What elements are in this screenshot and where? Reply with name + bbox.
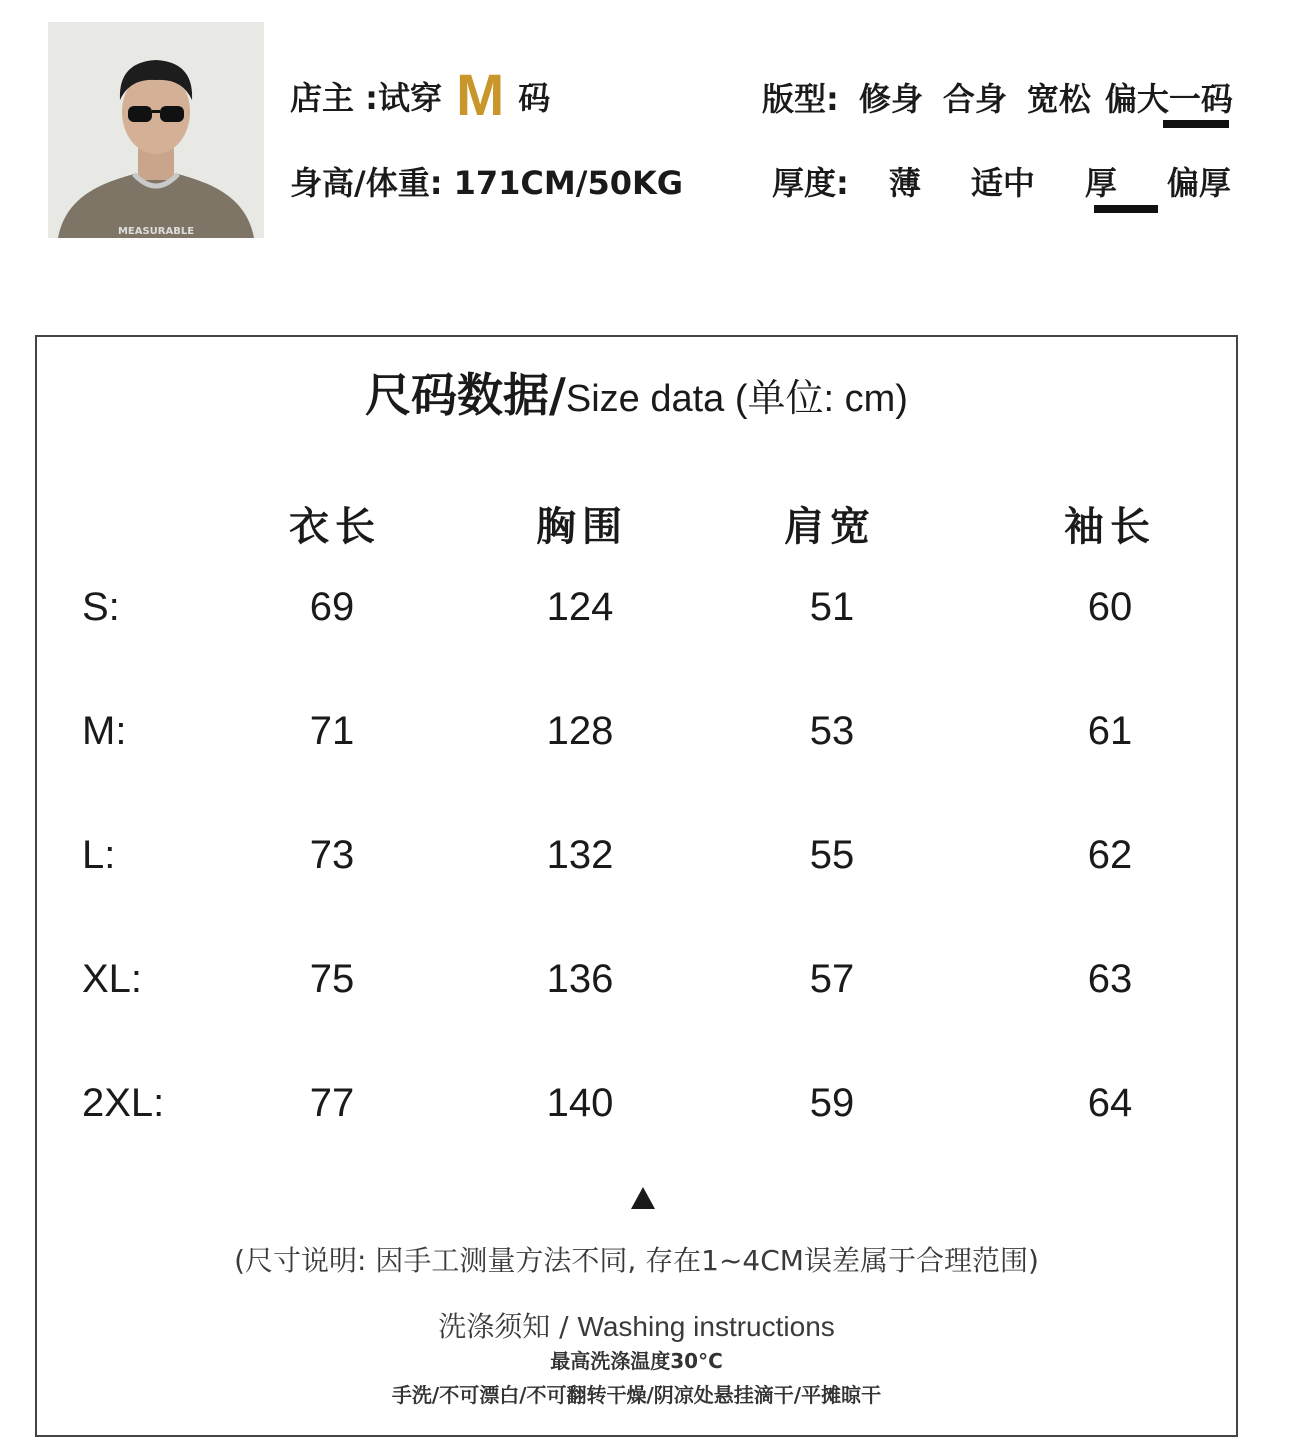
table-row <box>37 833 1236 893</box>
size-label: XL: <box>82 957 143 1001</box>
fit-option-oversize: 偏大一码 <box>1104 80 1233 118</box>
size-data-card <box>35 335 1238 1437</box>
fit-selected-underline <box>1163 120 1229 128</box>
thickness-option-thick: 厚 <box>1084 164 1117 202</box>
column-header-shoulder: 肩宽 <box>784 504 876 550</box>
size-label: S: <box>82 585 120 629</box>
cell-shoulder: 53 <box>809 709 855 753</box>
column-header-chest: 胸围 <box>536 504 628 550</box>
cell-length: 73 <box>309 833 355 877</box>
thickness-option-thin: 薄 <box>888 164 921 202</box>
cell-sleeve: 60 <box>1087 585 1133 629</box>
cell-chest: 140 <box>546 1081 614 1125</box>
svg-text:MEASURABLE: MEASURABLE <box>117 226 195 237</box>
thickness-line <box>772 158 1231 204</box>
washing-title <box>37 1305 1236 1345</box>
model-photo <box>48 22 264 238</box>
cell-sleeve: 63 <box>1087 957 1133 1001</box>
cell-chest: 128 <box>546 709 614 753</box>
owner-suffix: 码 <box>518 79 551 117</box>
table-row <box>37 1081 1236 1141</box>
washing-max-temp: 最高洗涤温度30°C <box>550 1349 723 1373</box>
height-weight-line: 身高/体重: 171CM/50KG <box>290 164 684 202</box>
table-row <box>37 585 1236 645</box>
cell-chest: 124 <box>546 585 614 629</box>
owner-size-line <box>290 62 550 129</box>
thickness-option-extra-thick: 偏厚 <box>1166 164 1231 202</box>
washing-steps: 手洗/不可漂白/不可翻转干燥/阴凉处悬挂滴干/平摊晾干 <box>391 1383 882 1407</box>
cell-length: 69 <box>309 585 355 629</box>
size-label: 2XL: <box>82 1081 165 1125</box>
fit-line <box>762 74 1233 120</box>
fit-label: 版型: <box>762 80 839 118</box>
column-header-sleeve: 袖长 <box>1064 504 1156 550</box>
table-row <box>37 709 1236 769</box>
cell-length: 75 <box>309 957 355 1001</box>
cell-shoulder: 59 <box>809 1081 855 1125</box>
triangle-up-icon <box>631 1187 655 1209</box>
size-data-title-cn: 尺码数据/ <box>365 368 566 422</box>
owner-prefix: 店主 :试穿 <box>290 79 442 117</box>
column-header-length: 衣长 <box>289 504 381 550</box>
fit-option-regular: 合身 <box>942 80 1007 118</box>
cell-sleeve: 64 <box>1087 1081 1133 1125</box>
size-label: L: <box>82 833 116 877</box>
thickness-label: 厚度: <box>772 164 849 202</box>
washing-title-cn: 洗涤须知 / <box>438 1310 578 1343</box>
owner-size-mark: M <box>455 63 505 128</box>
cell-sleeve: 61 <box>1087 709 1133 753</box>
size-label: M: <box>82 709 127 753</box>
cell-length: 77 <box>309 1081 355 1125</box>
fit-option-slim: 修身 <box>858 80 923 118</box>
size-data-title-en: Size data (单位: cm) <box>565 378 908 420</box>
size-data-title <box>37 359 1236 425</box>
cell-chest: 136 <box>546 957 614 1001</box>
cell-length: 71 <box>309 709 355 753</box>
cell-shoulder: 55 <box>809 833 855 877</box>
model-avatar-illustration <box>48 22 264 238</box>
measurement-note: (尺寸说明: 因手工测量方法不同, 存在1~4CM误差属于合理范围) <box>234 1244 1039 1277</box>
washing-title-en: Washing instructions <box>577 1311 835 1342</box>
cell-sleeve: 62 <box>1087 833 1133 877</box>
table-row <box>37 957 1236 1017</box>
fit-option-loose: 宽松 <box>1026 80 1091 118</box>
thickness-selected-underline <box>1094 205 1158 213</box>
cell-chest: 132 <box>546 833 614 877</box>
cell-shoulder: 57 <box>809 957 855 1001</box>
thickness-option-medium: 适中 <box>970 164 1035 202</box>
cell-shoulder: 51 <box>809 585 855 629</box>
